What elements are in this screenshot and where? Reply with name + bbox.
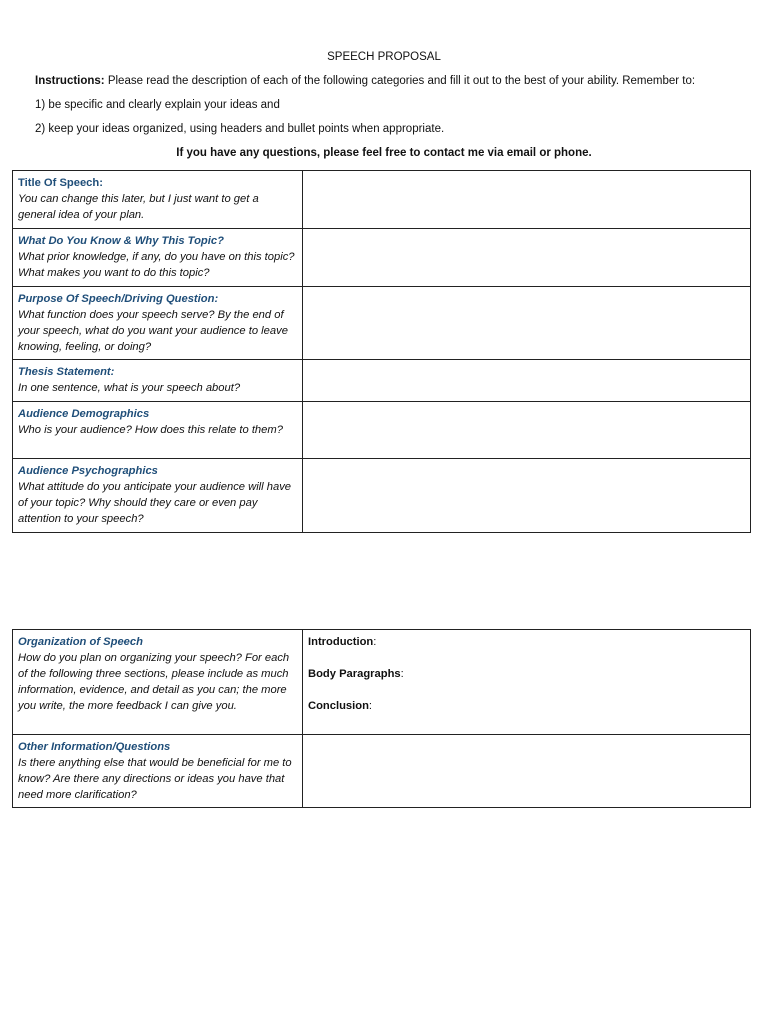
section-introduction [308, 634, 744, 650]
row-label-cell [13, 459, 303, 533]
table-row [13, 287, 751, 360]
row-label-cell [13, 360, 303, 402]
row-label-cell [13, 735, 303, 808]
table-row [13, 402, 751, 459]
category-title-text: Purpose Of Speech/Driving Question [18, 293, 215, 305]
category-title: Thesis Statement: [18, 366, 115, 378]
section-body-paragraphs [308, 666, 744, 682]
answer-field-demographics[interactable] [303, 402, 751, 459]
instruction-point-1: 1) be specific and clearly explain your ideas and [35, 99, 280, 111]
table-row [13, 459, 751, 533]
section-label: Conclusion [308, 700, 369, 712]
table-row [13, 229, 751, 287]
section-conclusion [308, 698, 744, 714]
table-row [13, 630, 751, 735]
instructions-text: Please read the description of each of the following categories and fill it out to the best of your ability. Remember to: [104, 75, 696, 87]
proposal-table-1 [12, 170, 751, 533]
spacer [308, 682, 744, 698]
spacer [308, 650, 744, 666]
section-suffix: : [368, 700, 373, 712]
category-title: Audience Demographics [18, 408, 150, 420]
answer-field-thesis[interactable] [303, 360, 751, 402]
category-description: What function does your speech serve? By the end of your speech, what do you want your audience to leave knowing, feeling, or doing? [18, 309, 288, 353]
row-label-cell [13, 171, 303, 229]
category-suffix: : [214, 293, 219, 305]
row-label-cell [13, 402, 303, 459]
category-description: What prior knowledge, if any, do you have on this topic? What makes you want to do this topic? [18, 251, 295, 279]
row-label-cell [13, 229, 303, 287]
page-title: SPEECH PROPOSAL [327, 51, 441, 63]
answer-field-title[interactable] [303, 171, 751, 229]
category-description: You can change this later, but I just want to get a general idea of your plan. [18, 193, 259, 221]
row-label-cell [13, 630, 303, 735]
category-title [18, 291, 296, 307]
answer-field-psychographics[interactable] [303, 459, 751, 533]
instructions [35, 75, 695, 87]
section-label: Introduction [308, 636, 374, 648]
answer-field-purpose[interactable] [303, 287, 751, 360]
table-row [13, 360, 751, 402]
instruction-point-2: 2) keep your ideas organized, using headers and bullet points when appropriate. [35, 123, 445, 135]
row-label-cell [13, 287, 303, 360]
section-suffix: : [373, 636, 377, 648]
proposal-table-2 [12, 629, 751, 808]
answer-field-organization[interactable] [303, 630, 751, 735]
section-suffix: : [400, 668, 404, 680]
section-label: Body Paragraphs [308, 668, 401, 680]
table-row [13, 735, 751, 808]
category-description: Is there anything else that would be beneficial for me to know? Are there any directions or ideas you have that need more clarification? [18, 757, 292, 801]
category-title: Title Of Speech: [18, 177, 103, 189]
table-row [13, 171, 751, 229]
category-title: What Do You Know & Why This Topic? [18, 235, 224, 247]
category-description: In one sentence, what is your speech about? [18, 382, 241, 394]
answer-field-other[interactable] [303, 735, 751, 808]
category-title: Audience Psychographics [18, 465, 158, 477]
category-title: Organization of Speech [18, 636, 143, 648]
answer-field-topic[interactable] [303, 229, 751, 287]
contact-note: If you have any questions, please feel free to contact me via email or phone. [176, 147, 592, 159]
instructions-label: Instructions: [35, 75, 105, 87]
category-description: Who is your audience? How does this relate to them? [18, 424, 283, 436]
category-title: Other Information/Questions [18, 741, 171, 753]
category-description: What attitude do you anticipate your audience will have of your topic? Why should they care or even pay attention to your speech? [18, 481, 292, 525]
category-description: How do you plan on organizing your speech? For each of the following three sections, please include as much information, evidence, and detail as you can; the more you write, the more feedback I can give you. [18, 652, 290, 712]
